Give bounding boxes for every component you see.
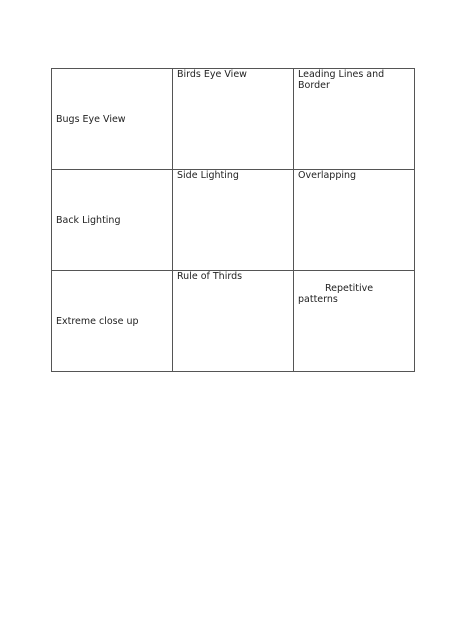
- cell-text: Overlapping: [298, 170, 357, 181]
- table-row: [52, 170, 415, 271]
- table-cell: [173, 170, 294, 271]
- table-cell: [173, 69, 294, 170]
- cell-text: Repetitive: [325, 283, 374, 294]
- cell-text: Bugs Eye View: [56, 113, 126, 125]
- cell-text: patterns: [298, 294, 338, 305]
- table-cell: [52, 69, 173, 170]
- table-cell: [52, 271, 173, 372]
- table-row: [52, 271, 415, 372]
- cell-text: Leading Lines and Border: [298, 69, 385, 91]
- table-row: [52, 69, 415, 170]
- cell-text: Back Lighting: [56, 214, 121, 226]
- cell-text: Extreme close up: [56, 315, 139, 327]
- table-cell: [294, 271, 415, 372]
- photo-techniques-table: [51, 68, 415, 372]
- table-cell: [52, 170, 173, 271]
- table-cell: [294, 170, 415, 271]
- cell-text: Side Lighting: [177, 170, 239, 181]
- table-cell: [173, 271, 294, 372]
- table-cell: [294, 69, 415, 170]
- cell-text: Birds Eye View: [177, 69, 247, 80]
- cell-text: Rule of Thirds: [177, 271, 243, 282]
